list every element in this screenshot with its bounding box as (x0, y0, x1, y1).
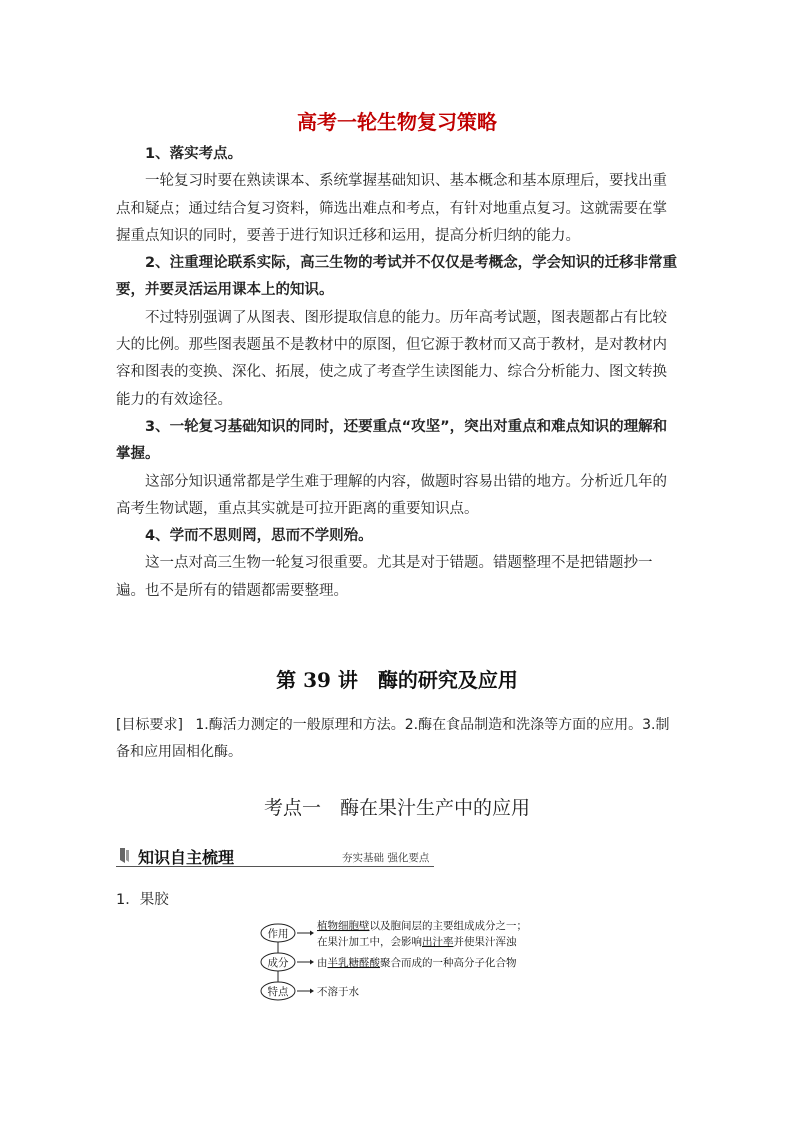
zuoyong-line1: 植物细胞壁以及胞间层的主要组成成分之一； (317, 920, 527, 932)
section-1-heading: 1、落实考点。 (145, 146, 243, 162)
tedian-text: 不溶于水 (317, 986, 359, 998)
bar-subtitle: 夯实基础 强化要点 (342, 852, 430, 864)
section-title: 考点一 酶在果汁生产中的应用 (263, 797, 530, 819)
strategy-text (116, 141, 678, 605)
chengfen-text: 由半乳糖醛酸聚合而成的一种高分子化合物 (317, 957, 517, 969)
knowledge-bar (116, 845, 434, 867)
section-1-body: 一轮复习时要在熟读课本、系统掌握基础知识、基本概念和基本原理后，要找出重点和疑点；通过结合复习资料，筛选出难点和考点，有针对地重点复习。这就需要在掌握重点知识的同时，要善于进行知识迁移和运用，提高分析归纳的能力。 (116, 173, 667, 244)
bookmark-icon (118, 847, 130, 864)
section-3-heading: 3、一轮复习基础知识的同时，还要重点“攻坚”，突出对重点和难点知识的理解和掌握。 (116, 418, 668, 463)
pectin-diagram (256, 916, 556, 1008)
goals-label: [目标要求] (116, 717, 183, 733)
section-4-heading: 4、学而不思则罔，思而不学则殆。 (145, 528, 373, 545)
section-2-heading: 2、注重理论联系实际，高三生物的考试并不仅仅是考概念，学会知识的迁移非常重要，并要灵活运用课本上的知识。 (116, 255, 678, 299)
bar-title: 知识自主梳理 (138, 848, 235, 867)
node-chengfen-label: 成分 (267, 957, 289, 969)
doc-title: 高考一轮生物复习策略 (297, 110, 497, 134)
arrows (297, 931, 314, 994)
zuoyong-line2: 在果汁加工中，会影响出汁率并使果汁浑浊 (317, 936, 517, 948)
section-2-body: 不过特别强调了从图表、图形提取信息的能力。历年高考试题，图表题都占有比较大的比例。那些图表题虽不是教材中的原图，但它源于教材而又高于教材，是对教材内容和图表的变换、深化、拓展，使之成了考查学生读图能力、综合分析能力、图文转换能力的有效途径。 (116, 309, 667, 408)
section-4-body: 这一点对高三生物一轮复习很重要。尤其是对于错题。错题整理不是把错题抄一遍。也不是所有的错题都需要整理。 (116, 555, 653, 599)
lecture-title: 第 39 讲 酶的研究及应用 (276, 668, 518, 692)
goals-text: 1.酶活力测定的一般原理和方法。2.酶在食品制造和洗涤等方面的应用。3.制备和应用固相化酶。 (116, 717, 670, 760)
node-zuoyong-label: 作用 (267, 928, 289, 940)
item-pectin: 1．果胶 (116, 892, 169, 908)
learning-goals (116, 712, 678, 766)
section-3-body: 这部分知识通常都是学生难于理解的内容，做题时容易出错的地方。分析近几年的高考生物试题，重点其实就是可拉开距离的重要知识点。 (116, 473, 667, 517)
node-tedian-label: 特点 (267, 986, 289, 998)
